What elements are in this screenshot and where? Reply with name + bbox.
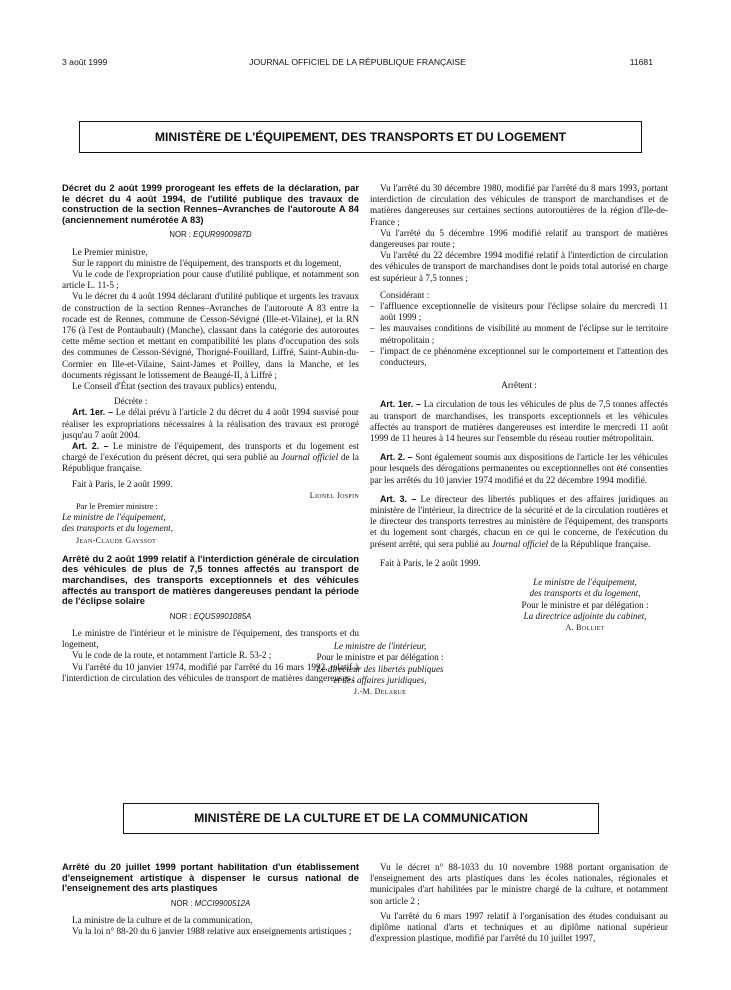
list-item: – l'affluence exceptionnelle de visiteurs pour l'éclipse solaire du mercredi 11 août 1999 ; [370,301,668,323]
paragraph: Le Conseil d'État (section des travaux publics) entendu, [72,381,277,392]
arretent-heading: Arrêtent : [501,380,537,391]
decret-title: Décret du 2 août 1999 prorogeant les effets de la déclaration, par le décret du 4 août 1994, de l'utilité publique des travaux de construction de la section Rennes–Avranches de l'autoroute A 84 (anciennement numérotée A 83) [62,182,359,225]
signature-block-equipement: Le ministre de l'équipement, des transports et du logement, Pour le ministre et par délégation : La directrice adjointe du cabinet, A. Bolliet [521,577,649,632]
paragraph: Vu le décret n° 88-1033 du 10 novembre 1988 portant organisation de l'enseignement des arts plastiques dans les écoles nationales, régionales et municipales d'art habilitées par le ministre chargé de la culture, et notamment son article 2 ; [370,862,668,906]
left-column-1 [62,183,359,684]
ministry-heading-equipement: MINISTÈRE DE L'ÉQUIPEMENT, DES TRANSPORTS ET DU LOGEMENT [79,121,642,153]
decret-article-2: Art. 2. – Le ministre de l'équipement, des transports et du logement est chargé de l'exécution du présent décret, qui sera publié au Journal officiel de la République française. [62,441,360,474]
header-page-number: 11681 [629,57,653,67]
arrete-culture-nor: NOR : MCCI9900512A [170,898,251,908]
arrete-fait: Fait à Paris, le 2 août 1999. [380,557,481,568]
arrete-title: Arrêté du 2 août 1999 relatif à l'interdiction générale de circulation des véhicules de plus de 7,5 tonnes affectés au transport de marchandises, des transports exceptionnels et des véhicules affectés au transport de matières dangereuses pendant la période de l'éclipse solaire [62,552,359,607]
list-item: – les mauvaises conditions de visibilité au moment de l'éclipse sur le territoire métropolitain ; [370,323,668,345]
list-item: – l'impact de ce phénomène exceptionnel sur le comportement et l'attention des conducteurs, [370,346,668,368]
paragraph: La ministre de la culture et de la communication, [72,914,253,925]
decret-par: Par le Premier ministre : [76,502,158,512]
paragraph: Vu le code de l'expropriation pour cause d'utilité publique, et notamment son article L. 11-5 ; [62,268,359,291]
considerant-heading: Considérant : [380,289,430,300]
paragraph: Vu l'arrêté du 10 janvier 1974, modifié par l'arrêté du 16 mars 1992, relatif à l'interdiction de circulation des véhicules de transport de matières dangereuses ; [62,661,359,683]
paragraph: Le Premier ministre, [72,246,148,257]
arrete-article-3: Art. 3. – Le directeur des libertés publiques et des affaires juridiques au ministère de l'intérieur, la directrice de la sécurité et de la circulation routières et le directeur des transports terrestres au ministère de l'équipement, des transports et du logement sont chargés, chacun en ce qui le concerne, de l'exécution du présent arrêté, qui sera publié au Journal officiel de la République française. [370,493,668,549]
left-column-2 [62,862,359,937]
paragraph: Vu l'arrêté du 30 décembre 1980, modifié par l'arrêté du 8 mars 1993, portant interdiction de circulation des véhicules de transport de marchandises et de matières dangereuses sur certaines sections autoroutières de la région d'Ile-de-France ; [370,183,668,227]
arrete-culture-title: Arrêté du 20 juillet 1999 portant habilitation d'un établissement d'enseignement artistique à dispenser le cursus national de l'enseignement des arts plastiques [62,861,359,894]
decret-signer: Lionel Jospin [309,490,359,500]
decrete-heading: Décrète : [114,396,148,407]
signature-block-interieur: Le ministre de l'intérieur, Pour le ministre et par délégation : Le directeur des libertés publiques et des affaires juridiques, J.-M. Delarue [316,641,444,696]
decret-minister-title: des transports et du logement, [62,523,174,534]
decret-nor: NOR : EQUR9900987D [169,230,252,240]
header-journal: JOURNAL OFFICIEL DE LA RÉPUBLIQUE FRANÇAISE [249,57,466,67]
ministry-heading-culture: MINISTÈRE DE LA CULTURE ET DE LA COMMUNICATION [123,803,599,834]
paragraph: Vu la loi n° 88-20 du 6 janvier 1988 relative aux enseignements artistiques ; [72,926,352,937]
header-date: 3 août 1999 [62,57,108,67]
paragraph: Le ministre de l'intérieur et le ministre de l'équipement, des transports et du logement, [62,628,359,650]
paragraph: Vu l'arrêté du 6 mars 1997 relatif à l'organisation des études conduisant au diplôme national d'arts et techniques et au diplôme national supérieur d'expression plastique, modifié par l'arrêté du 10 juillet 1997, [370,910,668,944]
paragraph: Vu le code de la route, et notamment l'article R. 53-2 ; [72,650,272,661]
decret-minister-name: Jean-Claude Gayssot [76,535,157,545]
right-column-2 [370,862,668,944]
decret-minister-title: Le ministre de l'équipement, [62,512,166,523]
arrete-article-2: Art. 2. – Sont également soumis aux dispositions de l'article 1er les véhicules pour lesquels des dérogations permanentes ou exceptionnelles ont été consenties par les arrêtés du 10 janvier 1974 modifié et du 22 décembre 1994 modifié. [370,452,668,485]
arrete-article-1: Art. 1er. – La circulation de tous les véhicules de plus de 7,5 tonnes affectés au transport de marchandises, les transports exceptionnels et les véhicules affectés au transport de matières dangereuses est interdite le mercredi 11 août 1999 de 11 heures à 14 heures sur l'ensemble du réseau routier métropolitain. [370,399,669,444]
paragraph: Vu l'arrêté du 22 décembre 1994 modifié relatif à l'interdiction de circulation des véhicules de transport de marchandises dont le poids total autorisé en charge est supérieur à 7,5 tonnes ; [370,250,668,283]
paragraph: Vu le décret du 4 août 1994 déclarant d'utilité publique et urgents les travaux de construction de la section Rennes–Avranches de l'autoroute A 83 entre la rocade est de Rennes, commune de Cesson-Sévigné (Ille-et-Vilaine), et la RN 176 (à l'est de Pontaubault) (Manche), classant dans la catégorie des autoroutes cette même section et mettant en compatibilité les plans d'occupation des sols des communes de Cesson-Sévigné, Thorigné-Fouillard, Liffré, Saint-Aubin-du-Cormier en Ille-et-Vilaine, Saint-James et Poilley, dans la Manche, et les documents régissant le lotissement de Beaugé-II, à Liffré ; [62,291,359,380]
page-header [62,57,653,71]
paragraph: Vu l'arrêté du 5 décembre 1996 modifié relatif au transport de matières dangereuses par route ; [370,227,668,250]
decret-fait: Fait à Paris, le 2 août 1999. [72,478,173,489]
decret-article-1: Art. 1er. – Le délai prévu à l'article 2 du décret du 4 août 1994 susvisé pour réaliser les expropriations nécessaires à la réalisation des travaux est prorogé jusqu'au 7 août 2004. [62,407,359,440]
arrete-nor: NOR : EQUS9901085A [169,611,252,621]
paragraph: Sur le rapport du ministre de l'équipement, des transports et du logement, [72,257,342,268]
